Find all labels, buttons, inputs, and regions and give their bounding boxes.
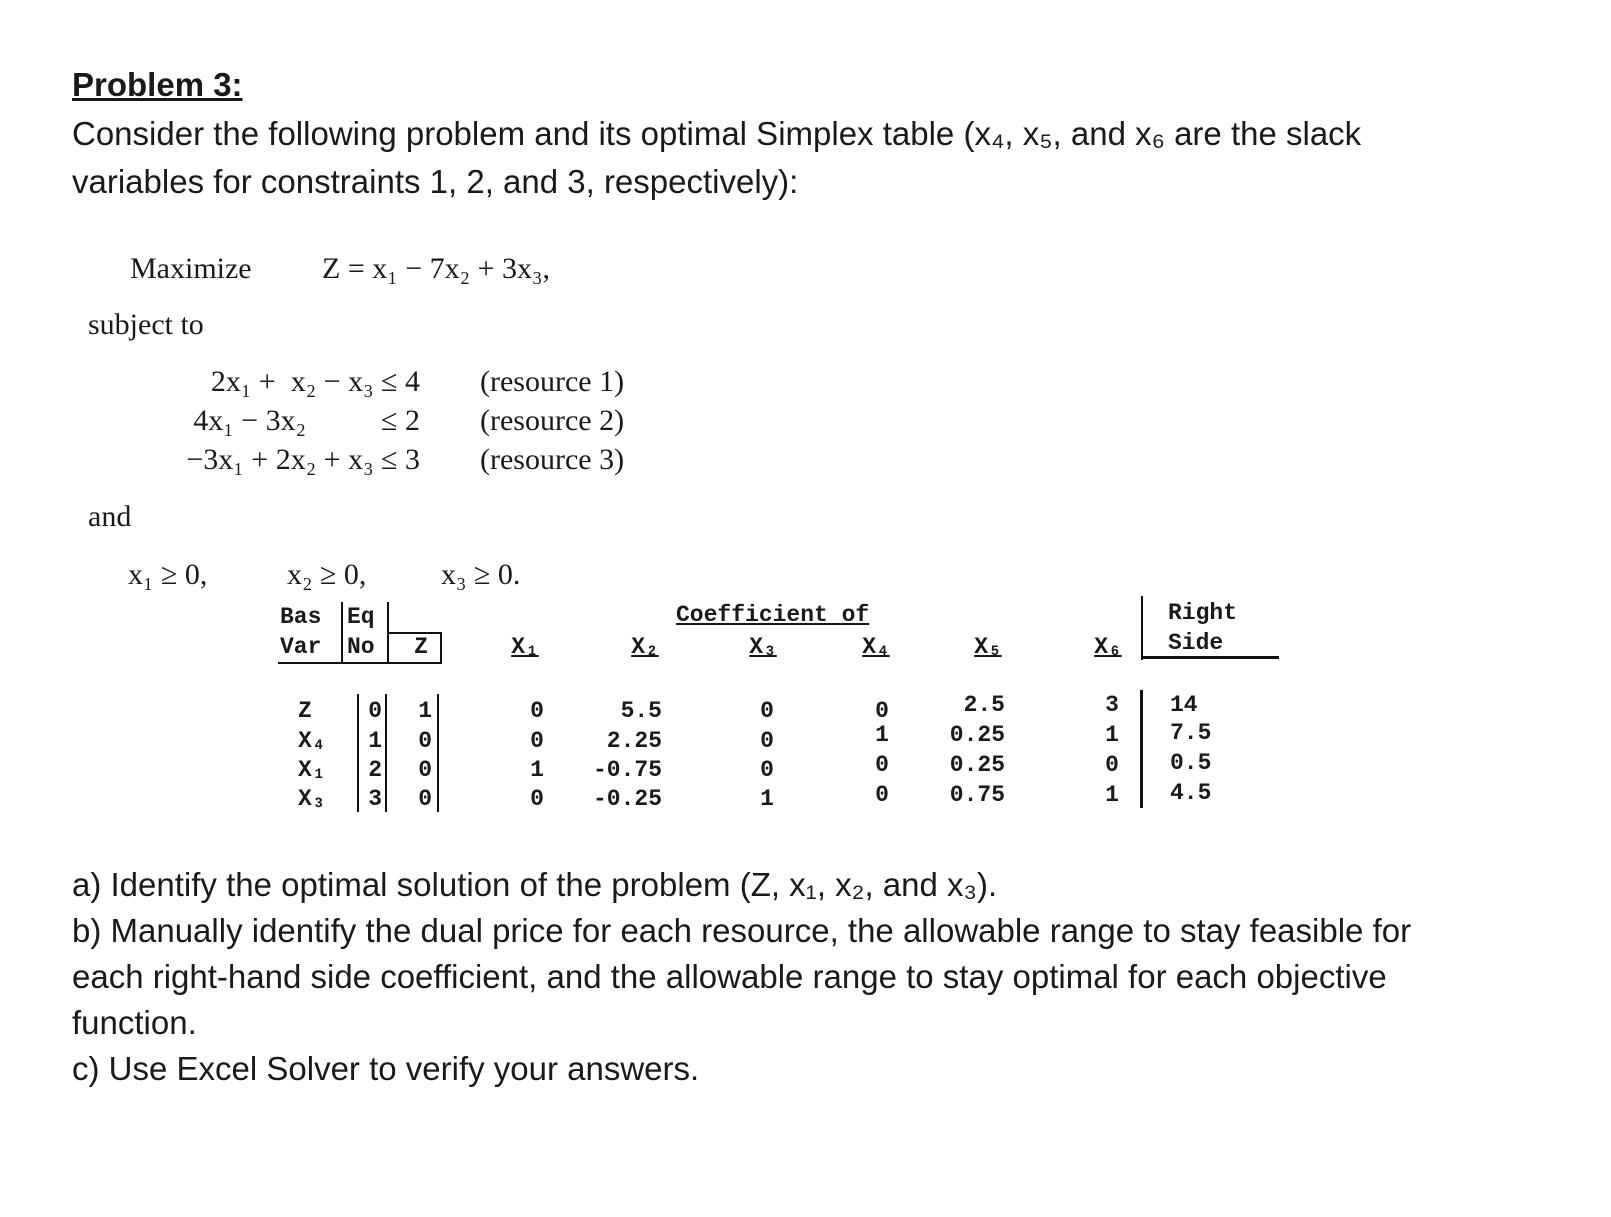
- line-rhs-header: [1141, 596, 1143, 660]
- basic-var: X₁: [298, 757, 326, 783]
- line-z-top: [388, 632, 440, 634]
- maximize-label: Maximize: [130, 252, 252, 285]
- coef-x1: 0: [530, 786, 544, 812]
- coef-x3: 1: [760, 786, 774, 812]
- basic-var: Z: [298, 698, 312, 724]
- coef-x1: 1: [530, 757, 544, 783]
- eq-no: 0: [368, 698, 382, 724]
- coef-x4: 1: [875, 722, 889, 748]
- line-rhs-body: [1140, 690, 1143, 808]
- header-no: No: [347, 634, 375, 660]
- coef-x3: 0: [760, 698, 774, 724]
- coef-x2: 5.5: [620, 698, 662, 724]
- coef-z: 0: [418, 786, 432, 812]
- coef-x5: 2.5: [963, 692, 1005, 718]
- coef-x5: 0.25: [949, 752, 1005, 778]
- line-basvar-eq: [341, 602, 343, 664]
- coef-x5: 0.75: [949, 782, 1005, 808]
- constraint-2: 4x₁ − 3x₂ ≤ 2: [193, 404, 420, 437]
- question-b-line-2: each right-hand side coefficient, and the allowable range to stay optimal for each objective: [72, 958, 1387, 995]
- header-eq: Eq: [347, 604, 375, 630]
- objective-function: Z = x₁ − 7x₂ + 3x₃,: [322, 252, 550, 285]
- question-b-line-3: function.: [72, 1004, 197, 1041]
- nonneg-x2: x₂ ≥ 0,: [287, 558, 367, 591]
- header-x2: X₂: [631, 634, 659, 660]
- coef-x6: 0: [1105, 752, 1119, 778]
- coef-x5: 0.25: [949, 722, 1005, 748]
- constraint-3: −3x₁ + 2x₂ + x₃ ≤ 3: [186, 443, 420, 476]
- coef-x6: 1: [1105, 782, 1119, 808]
- header-x4: X₄: [862, 634, 890, 660]
- header-x5: X₅: [974, 634, 1002, 660]
- header-var: Var: [280, 634, 322, 660]
- coef-x2: 2.25: [606, 728, 662, 754]
- coef-z: 0: [418, 728, 432, 754]
- coef-x3: 0: [760, 728, 774, 754]
- line-basic-eq-body: [357, 694, 359, 812]
- rhs-value: 0.5: [1170, 750, 1212, 776]
- coef-x2: -0.25: [592, 786, 662, 812]
- header-z: Z: [414, 634, 428, 660]
- rhs-value: 4.5: [1170, 780, 1212, 806]
- coef-x4: 0: [875, 698, 889, 724]
- coef-x1: 0: [530, 698, 544, 724]
- line-z-right-body: [437, 694, 439, 812]
- coef-x3: 0: [760, 757, 774, 783]
- nonneg-x1: x₁ ≥ 0,: [128, 558, 208, 591]
- resource-3-label: (resource 3): [480, 443, 625, 476]
- line-header-bottom-left: [278, 662, 442, 664]
- header-side: Side: [1168, 630, 1224, 656]
- eq-no: 3: [368, 786, 382, 812]
- and-label: and: [88, 500, 132, 533]
- intro-line-1: Consider the following problem and its optimal Simplex table (x₄, x₅, and x₆ are the slack: [72, 115, 1362, 152]
- resource-2-label: (resource 2): [480, 404, 625, 437]
- header-x3: X₃: [749, 634, 777, 660]
- header-x1: X₁: [511, 634, 539, 660]
- coef-z: 1: [418, 698, 432, 724]
- basic-var: X₄: [298, 728, 326, 754]
- question-b-line-1: b) Manually identify the dual price for each resource, the allowable range to stay feasible for: [72, 912, 1412, 949]
- intro-line-2: variables for constraints 1, 2, and 3, respectively):: [72, 163, 799, 200]
- header-bas: Bas: [280, 604, 322, 630]
- line-z-right-header: [440, 632, 442, 664]
- basic-var: X₃: [298, 786, 326, 812]
- coef-x4: 0: [875, 752, 889, 778]
- question-c: c) Use Excel Solver to verify your answers.: [72, 1050, 700, 1087]
- coef-x6: 1: [1105, 722, 1119, 748]
- coef-z: 0: [418, 757, 432, 783]
- problem-title: Problem 3:: [72, 66, 243, 103]
- rhs-value: 7.5: [1170, 720, 1212, 746]
- header-right: Right: [1168, 600, 1238, 626]
- header-coefficient-of: Coefficient of: [676, 602, 870, 628]
- line-eq-z-body: [385, 694, 387, 812]
- subject-to-label: subject to: [88, 308, 204, 341]
- rhs-value: 14: [1170, 692, 1198, 718]
- eq-no: 1: [368, 728, 382, 754]
- coef-x6: 3: [1105, 692, 1119, 718]
- constraint-1: 2x₁ + x₂ − x₃ ≤ 4: [210, 365, 420, 398]
- coef-x2: -0.75: [592, 757, 662, 783]
- header-x6: X₆: [1094, 634, 1122, 660]
- coef-x4: 0: [875, 782, 889, 808]
- eq-no: 2: [368, 757, 382, 783]
- resource-1-label: (resource 1): [480, 365, 625, 398]
- line-rhs-underline: [1141, 656, 1279, 659]
- nonneg-x3: x₃ ≥ 0.: [441, 558, 521, 591]
- question-a: a) Identify the optimal solution of the problem (Z, x₁, x₂, and x₃).: [72, 866, 998, 903]
- coef-x1: 0: [530, 728, 544, 754]
